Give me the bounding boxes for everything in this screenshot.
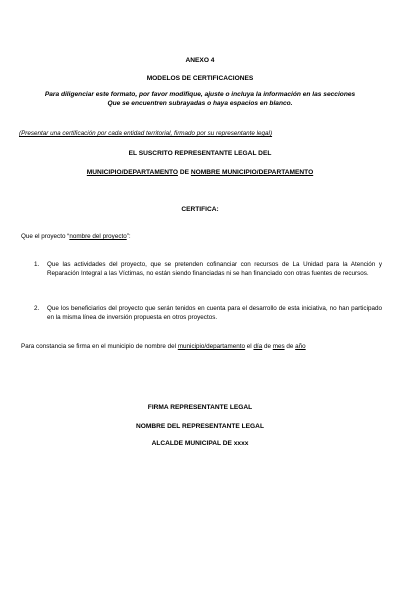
connector-de: DE bbox=[178, 169, 191, 176]
document-title: MODELOS DE CERTIFICACIONES bbox=[146, 75, 254, 82]
signature-line: FIRMA REPRESENTANTE LEGAL bbox=[147, 404, 253, 411]
closing-prefix: Para constancia se firma en el municipio de nombre del bbox=[21, 343, 178, 350]
project-prefix: Que el proyecto “ bbox=[21, 233, 70, 240]
year-placeholder: año bbox=[295, 343, 306, 350]
muni-name-placeholder: NOMBRE MUNICIPIO/DEPARTAMENTO bbox=[190, 169, 314, 176]
month-placeholder: mes bbox=[272, 343, 285, 350]
project-name-placeholder: nombre del proyecto bbox=[69, 233, 127, 240]
mayor-line: ALCALDE MUNICIPAL DE xxxx bbox=[151, 440, 249, 447]
list-item-text: Que las actividades del proyecto, que se pretenden cofinanciar con recursos de La Unidad para la Atención y Reparación Integral a las Víctimas, no están siendo financiadas ni se han financiado con otras fuentes de recursos. bbox=[47, 261, 382, 278]
project-suffix: ”: bbox=[126, 233, 131, 240]
presentation-note: (Presentar una certificación por cada entidad territorial, firmado por su representante legal) bbox=[19, 130, 273, 137]
closing-connector: de bbox=[284, 343, 296, 350]
instructions-line-2: Que se encuentren subrayadas o haya espacios en blanco. bbox=[107, 100, 293, 107]
closing-line bbox=[21, 342, 382, 351]
project-line bbox=[21, 232, 382, 241]
day-placeholder: día bbox=[253, 343, 263, 350]
closing-connector: de bbox=[262, 343, 273, 350]
certifica-heading: CERTIFICA: bbox=[181, 206, 219, 213]
closing-muni-placeholder: municipio/departamento bbox=[177, 343, 246, 350]
municipality-line bbox=[0, 169, 400, 178]
list-item bbox=[34, 304, 382, 322]
list-item bbox=[34, 260, 382, 278]
representative-name-line: NOMBRE DEL REPRESENTANTE LEGAL bbox=[136, 423, 264, 430]
list-item-number: 2. bbox=[34, 305, 40, 312]
annex-heading: ANEXO 4 bbox=[185, 57, 215, 64]
list-item-number: 1. bbox=[34, 261, 40, 268]
signatory-line: EL SUSCRITO REPRESENTANTE LEGAL DEL bbox=[128, 150, 272, 157]
list-item-text: Que los beneficiarios del proyecto que serán tenidos en cuenta para el desarrollo de esta iniciativa, no han participado en la misma línea de inversión propuesta en otros proyectos. bbox=[47, 305, 382, 322]
muni-dept-placeholder: MUNICIPIO/DEPARTAMENTO bbox=[86, 169, 179, 176]
closing-connector: el bbox=[245, 343, 254, 350]
instructions-line-1: Para diligenciar este formato, por favor modifique, ajuste o incluya la información en las secciones bbox=[44, 91, 356, 98]
